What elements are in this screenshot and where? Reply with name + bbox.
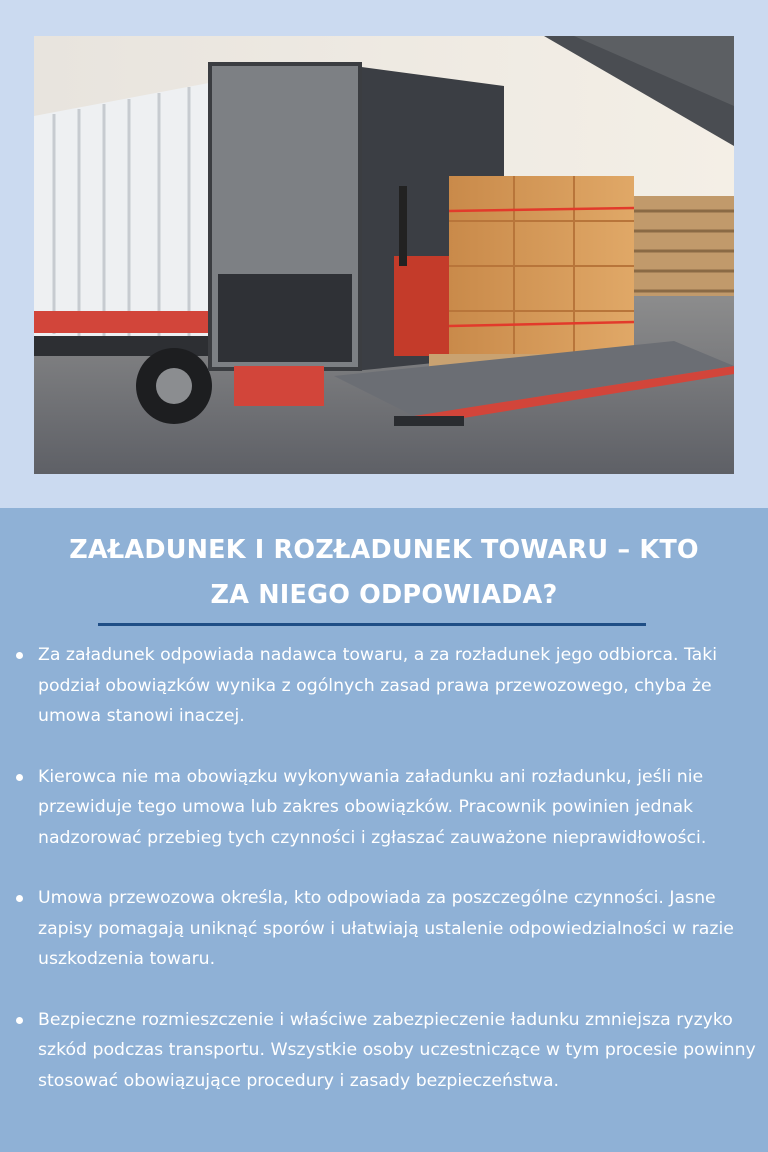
title-line-2: ZA NIEGO ODPOWIADA? [210,580,558,610]
page-title [20,528,748,618]
bullet-item [14,762,766,854]
bullet-item [14,883,766,975]
bullet-list [14,640,766,1126]
title-divider [98,623,646,626]
truck-unloading-photo [34,36,734,474]
bullet-item [14,1005,766,1097]
title-line-1: ZAŁADUNEK I ROZŁADUNEK TOWARU – KTO [69,535,699,565]
bullet-text: Umowa przewozowa określa, kto odpowiada za poszczególne czynności. Jasne zapisy pomagają uniknąć sporów i ułatwiają ustalenie odpowiedzialności w razie uszkodzenia towaru. [38,888,734,969]
bullet-dot-icon [16,1017,23,1024]
bullet-text: Bezpieczne rozmieszczenie i właściwe zabezpieczenie ładunku zmniejsza ryzyko szkód podczas transportu. Wszystkie osoby uczestniczące w tym procesie powinny stosować obowiązujące procedury i zasady bezpieczeństwa. [38,1009,756,1091]
bullet-dot-icon [16,774,23,781]
bullet-text: Za załadunek odpowiada nadawca towaru, a za rozładunek jego odbiorca. Taki podział obowiązków wynika z ogólnych zasad prawa przewozowego, chyba że umowa stanowi inaczej. [38,645,718,726]
bullet-dot-icon [16,895,23,902]
bullet-item [14,640,766,732]
bullet-dot-icon [16,652,23,659]
bullet-text: Kierowca nie ma obowiązku wykonywania załadunku ani rozładunku, jeśli nie przewiduje tego umowa lub zakres obowiązków. Pracownik powinien jednak nadzorować przebieg tych czynności i zgłaszać zauważone nieprawidłowości. [38,766,707,848]
